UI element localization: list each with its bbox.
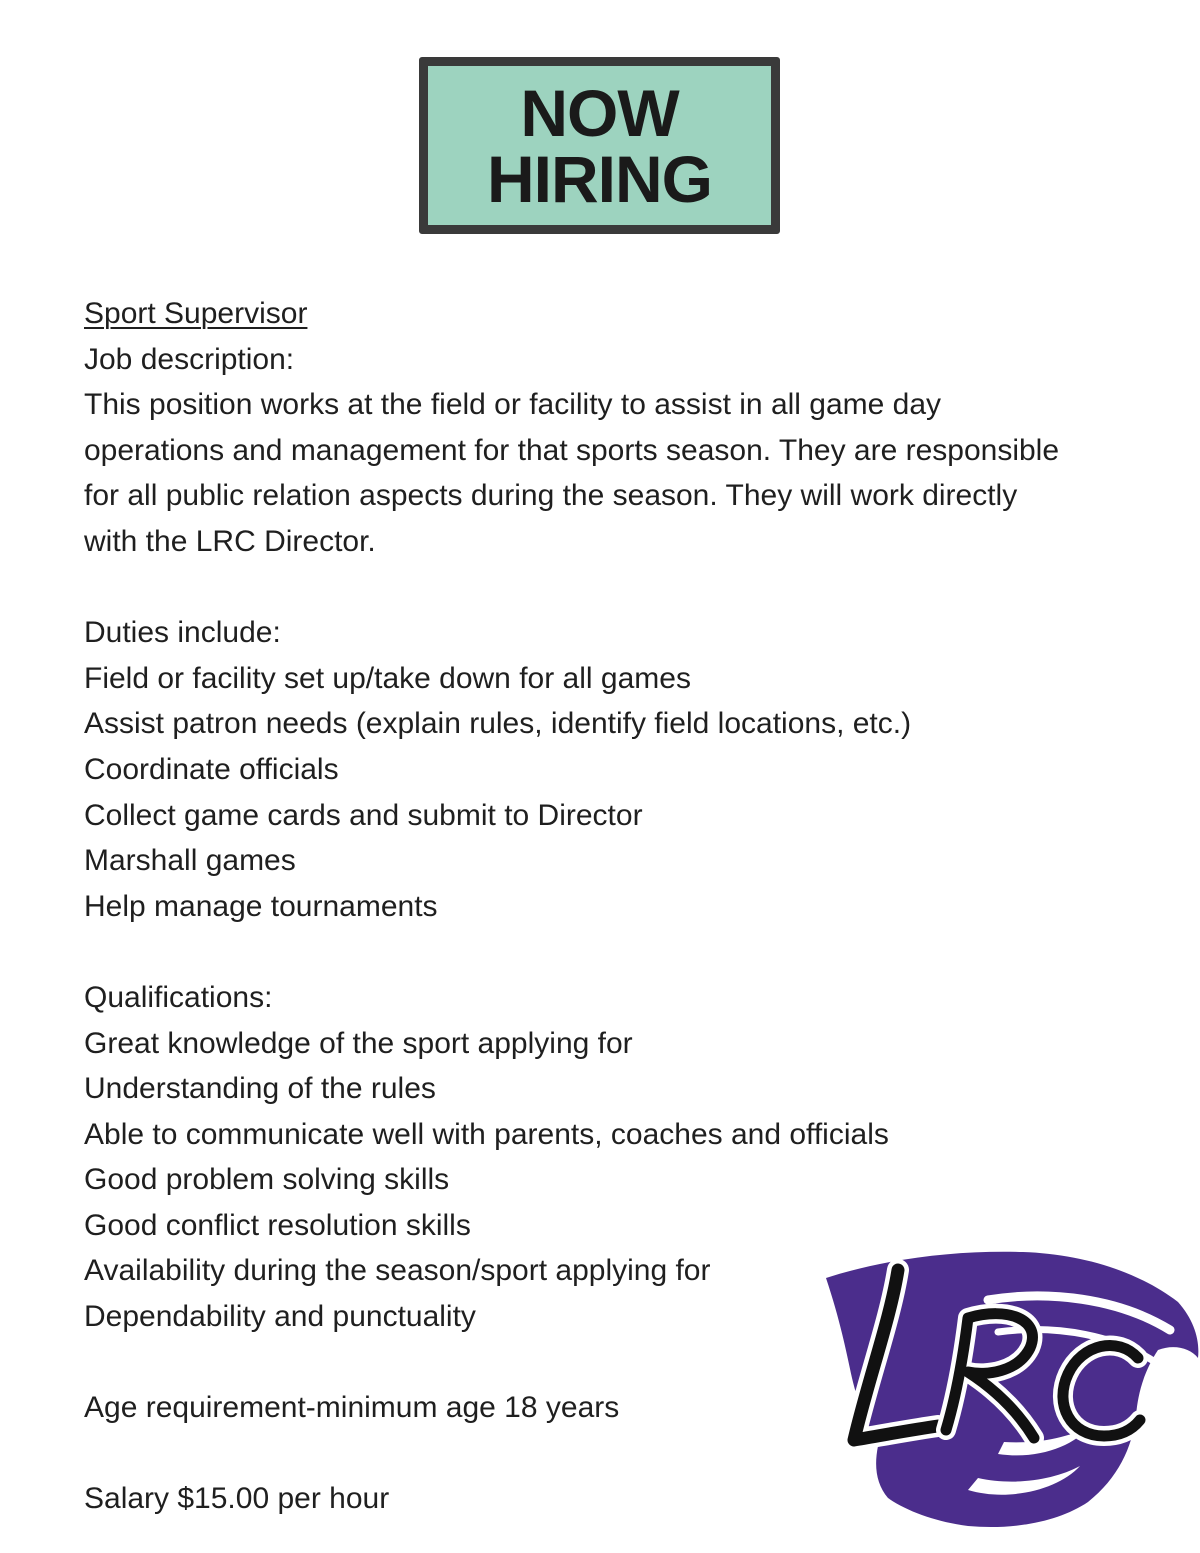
qualification-item: Good problem solving skills	[84, 1163, 450, 1197]
description-line: with the LRC Director.	[84, 524, 376, 558]
duties-heading: Duties include:	[84, 616, 281, 650]
banner-line-2: HIRING	[487, 141, 712, 216]
duty-item: Help manage tournaments	[84, 889, 438, 923]
qualification-item: Great knowledge of the sport applying for	[84, 1026, 633, 1060]
lrc-wildcat-logo	[818, 1240, 1200, 1530]
spacer	[84, 565, 1174, 611]
qualification-item: Availability during the season/sport applying for	[84, 1254, 711, 1288]
age-requirement: Age requirement-minimum age 18 years	[84, 1391, 620, 1425]
spacer	[84, 929, 1174, 975]
description-line: for all public relation aspects during the season. They will work directly	[84, 479, 1018, 513]
salary: Salary $15.00 per hour	[84, 1482, 390, 1516]
qualification-item: Dependability and punctuality	[84, 1300, 476, 1334]
description-heading: Job description:	[84, 342, 295, 376]
qualifications-heading: Qualifications:	[84, 980, 273, 1014]
qualification-item: Good conflict resolution skills	[84, 1208, 471, 1242]
now-hiring-banner	[419, 57, 780, 234]
duty-item: Assist patron needs (explain rules, identify field locations, etc.)	[84, 707, 912, 741]
duty-item: Collect game cards and submit to Director	[84, 798, 643, 832]
duty-item: Coordinate officials	[84, 752, 339, 786]
job-title: Sport Supervisor	[84, 297, 308, 330]
description-line: operations and management for that sports season. They are responsible	[84, 433, 1060, 467]
duty-item: Field or facility set up/take down for all games	[84, 661, 691, 695]
banner-line-1: NOW	[520, 75, 679, 150]
qualification-item: Able to communicate well with parents, coaches and officials	[84, 1117, 889, 1151]
qualification-item: Understanding of the rules	[84, 1072, 436, 1106]
description-line: This position works at the field or facility to assist in all game day	[84, 388, 942, 422]
duty-item: Marshall games	[84, 844, 296, 878]
